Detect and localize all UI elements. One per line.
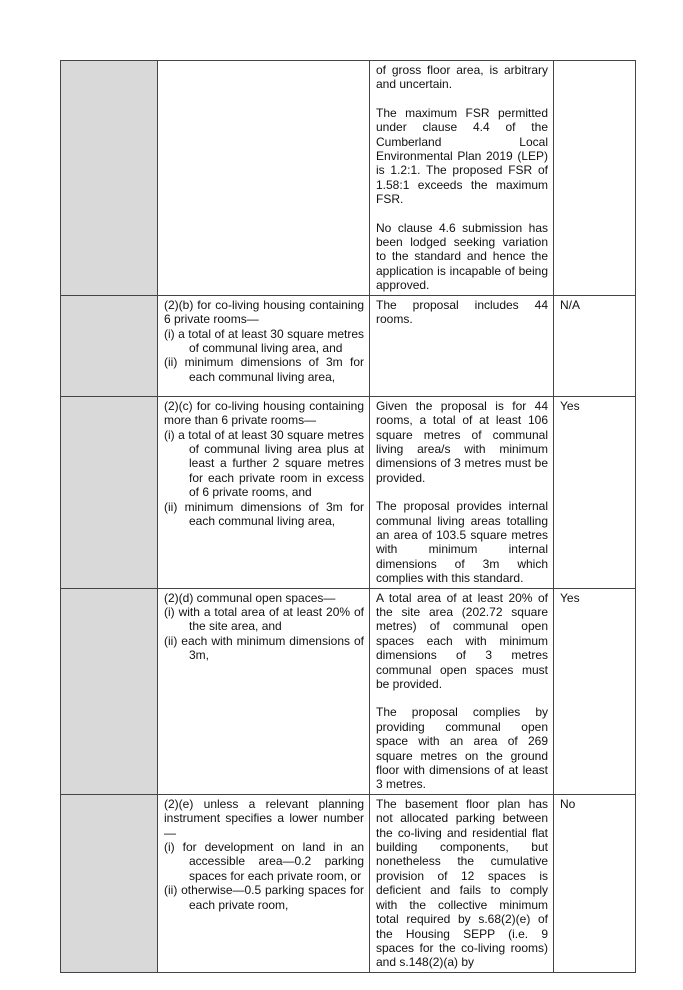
requirement-cell bbox=[158, 794, 370, 972]
shaded-cell bbox=[61, 396, 158, 588]
compliance-table bbox=[60, 60, 636, 973]
assessment-paragraph: The proposal includes 44 rooms. bbox=[376, 297, 548, 327]
requirement-item: (ii) minimum dimensions of 3m for each communal living area, bbox=[164, 499, 364, 528]
shaded-cell bbox=[61, 61, 158, 296]
assessment-paragraph: No clause 4.6 submission has been lodged seeking variation to the standard and hence the application is incapable of being approved. bbox=[376, 220, 548, 293]
requirement-item: (ii) minimum dimensions of 3m for each communal living area, bbox=[164, 355, 364, 384]
requirement-item: (ii) otherwise—0.5 parking spaces for each private room, bbox=[164, 883, 364, 912]
requirement-item: (i) for development on land in an accessible area—0.2 parking spaces for each private room, or bbox=[164, 840, 364, 883]
shaded-cell bbox=[61, 794, 158, 972]
table-row bbox=[61, 61, 636, 296]
table-row bbox=[61, 588, 636, 794]
assessment-paragraph: Given the proposal is for 44 rooms, a total of at least 106 square metres of communal living area/s with minimum dimensions of 3 metres must be provided. bbox=[376, 398, 548, 485]
requirement-cell bbox=[158, 295, 370, 396]
requirement-cell bbox=[158, 588, 370, 794]
compliance-status: Yes bbox=[554, 396, 636, 588]
compliance-status: Yes bbox=[554, 588, 636, 794]
compliance-status: No bbox=[554, 794, 636, 972]
requirement-cell bbox=[158, 396, 370, 588]
requirement-item: (i) a total of at least 30 square metres of communal living area plus at least a further 2 square metres for each private room in excess of 6 private rooms, and bbox=[164, 427, 364, 500]
requirement-title: (2)(c) for co-living housing containing more than 6 private rooms— bbox=[164, 398, 364, 428]
assessment-paragraph: The proposal provides internal communal living areas totalling an area of 103.5 square metres with minimum internal dimensions of 3m which complies with this standard. bbox=[376, 499, 548, 586]
requirement-title: (2)(b) for co-living housing containing 6 private rooms— bbox=[164, 297, 364, 327]
assessment-cell bbox=[370, 295, 554, 396]
requirement-item: (ii) each with minimum dimensions of 3m, bbox=[164, 633, 364, 663]
table-row bbox=[61, 794, 636, 972]
requirement-item: (i) a total of at least 30 square metres of communal living area, and bbox=[164, 326, 364, 355]
assessment-cell bbox=[370, 588, 554, 794]
assessment-cell bbox=[370, 61, 554, 296]
assessment-paragraph: The basement floor plan has not allocated parking between the co-living and residential flat building components, but nonetheless the cumulative provision of 12 spaces is deficient and fails to comply with the collective minimum total required by s.68(2)(e) of the Housing SEPP (i.e. 9 spaces for the co-living rooms) and s.148(2)(a) by bbox=[376, 796, 548, 970]
assessment-paragraph: The maximum FSR permitted under clause 4.4 of the Cumberland Local Environmental Plan 2019 (LEP) is 1.2:1. The proposed FSR of 1.58:1 exceeds the maximum FSR. bbox=[376, 105, 548, 207]
requirement-item: (i) with a total area of at least 20% of the site area, and bbox=[164, 604, 364, 634]
shaded-cell bbox=[61, 295, 158, 396]
assessment-paragraph: A total area of at least 20% of the site area (202.72 square metres) of communal open spaces each with minimum dimensions of 3 metres communal open spaces must be provided. bbox=[376, 590, 548, 691]
compliance-status: N/A bbox=[554, 295, 636, 396]
shaded-cell bbox=[61, 588, 158, 794]
assessment-cell bbox=[370, 396, 554, 588]
table-row bbox=[61, 295, 636, 396]
requirement-title: (2)(d) communal open spaces— bbox=[164, 590, 336, 605]
requirement-title: (2)(e) unless a relevant planning instrument specifies a lower number— bbox=[164, 796, 364, 840]
assessment-paragraph: The proposal complies by providing communal open space with an area of 269 square metres on the ground floor with dimensions of at least 3 metres. bbox=[376, 705, 548, 792]
assessment-paragraph: of gross floor area, is arbitrary and uncertain. bbox=[376, 63, 548, 92]
compliance-status bbox=[554, 61, 636, 296]
requirement-cell bbox=[158, 61, 370, 296]
assessment-cell bbox=[370, 794, 554, 972]
table-row bbox=[61, 396, 636, 588]
